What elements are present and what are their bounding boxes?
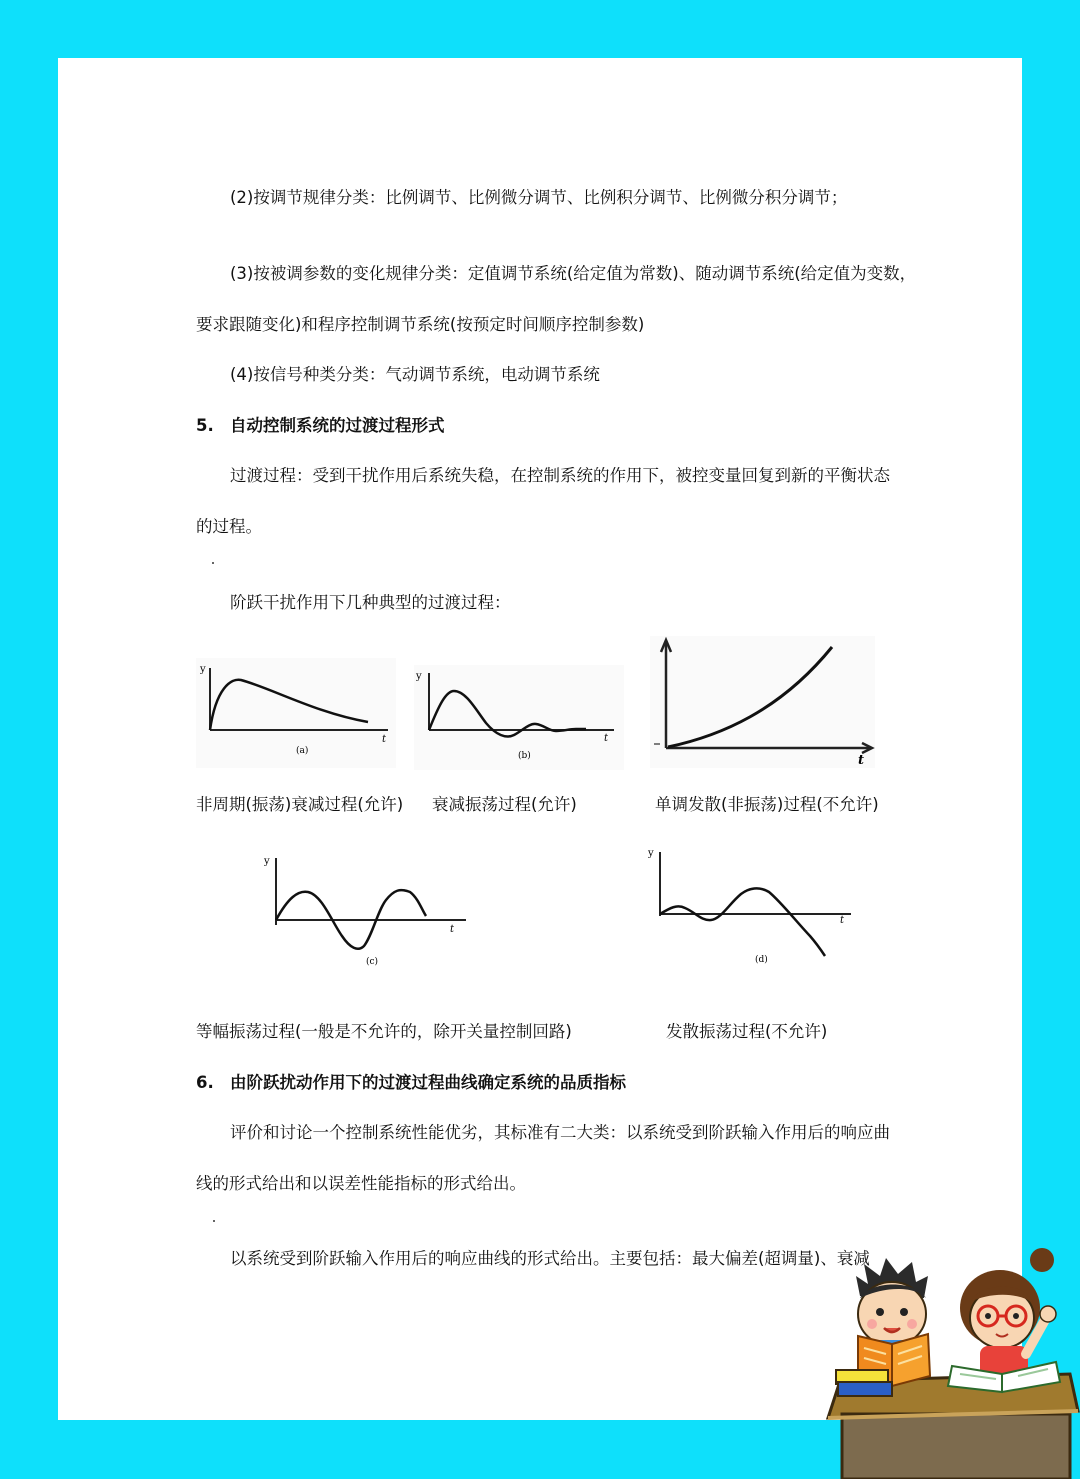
graph-a [196,658,396,768]
caption-b: 衰减振荡过程(允许) [432,795,577,814]
graph-b [414,665,624,770]
stray-mark-2 [213,1220,215,1222]
graph-a-y-label: y [200,664,206,675]
paragraph-response: 以系统受到阶跃输入作用后的响应曲线的形式给出。主要包括：最大偏差(超调量)、衰减 [230,1249,870,1268]
desk-front [842,1414,1070,1479]
section5-title: 自动控制系统的过渡过程形式 [230,416,445,435]
section6-title: 由阶跃扰动作用下的过渡过程曲线确定系统的品质指标 [230,1073,626,1092]
graph-e-t-label: t [858,753,865,768]
graph-b-y-label: y [416,671,422,682]
section6-heading [196,1072,626,1094]
boy-eye-left [876,1308,884,1316]
stray-mark [212,562,214,564]
graph-d-curve [660,888,825,956]
graph-d-t-label: t [840,915,845,926]
graph-e [650,636,875,768]
graph-a-label: (a) [296,746,309,756]
paragraph-regulation-law: (2)按调节规律分类：比例调节、比例微分调节、比例积分调节、比例微分积分调节； [230,188,848,207]
paragraph-param-line1: (3)按被调参数的变化规律分类：定值调节系统(给定值为常数)、随动调节系统(给定值为变数， [230,264,917,283]
caption-e: 单调发散(非振荡)过程(不允许) [655,795,879,814]
stack-book-blue [838,1382,892,1396]
paragraph-typical: 阶跃干扰作用下几种典型的过渡过程： [230,593,511,612]
section5-heading [196,415,445,437]
paragraph-transition-line1: 过渡过程：受到干扰作用后系统失稳，在控制系统的作用下，被控变量回复到新的平衡状态 [230,466,890,485]
graph-d [645,846,860,970]
section6-number: 6. [196,1073,214,1092]
paragraph-eval-line1: 评价和讨论一个控制系统性能优劣，其标准有二大类：以系统受到阶跃输入作用后的响应曲 [230,1123,890,1142]
caption-c: 等幅振荡过程(一般是不允许的，除开关量控制回路) [196,1022,572,1041]
graph-d-y-label: y [648,848,654,859]
boy-eye-right [900,1308,908,1316]
paragraph-signal: (4)按信号种类分类：气动调节系统，电动调节系统 [230,365,600,384]
paragraph-transition-line2: 的过程。 [196,517,262,536]
graph-b-t-label: t [604,733,609,744]
caption-d: 发散振荡过程(不允许) [666,1022,828,1041]
paragraph-eval-line2: 线的形式给出和以误差性能指标的形式给出。 [196,1174,526,1193]
graph-c [260,850,470,970]
girl-hair-bun [1030,1248,1054,1272]
graph-c-label: (c) [366,957,379,967]
students-illustration [820,1236,1080,1479]
graph-e-curve [668,647,832,747]
graph-c-t-label: t [450,924,455,935]
graph-b-label: (b) [518,751,531,761]
graph-d-label: (d) [755,955,768,965]
graph-a-t-label: t [382,734,387,745]
section5-number: 5. [196,416,214,435]
graph-a-curve [210,680,368,730]
paragraph-param-line2: 要求跟随变化)和程序控制调节系统(按预定时间顺序控制参数) [196,315,645,334]
graph-c-y-label: y [264,856,270,867]
caption-a: 非周期(振荡)衰减过程(允许) [196,795,404,814]
